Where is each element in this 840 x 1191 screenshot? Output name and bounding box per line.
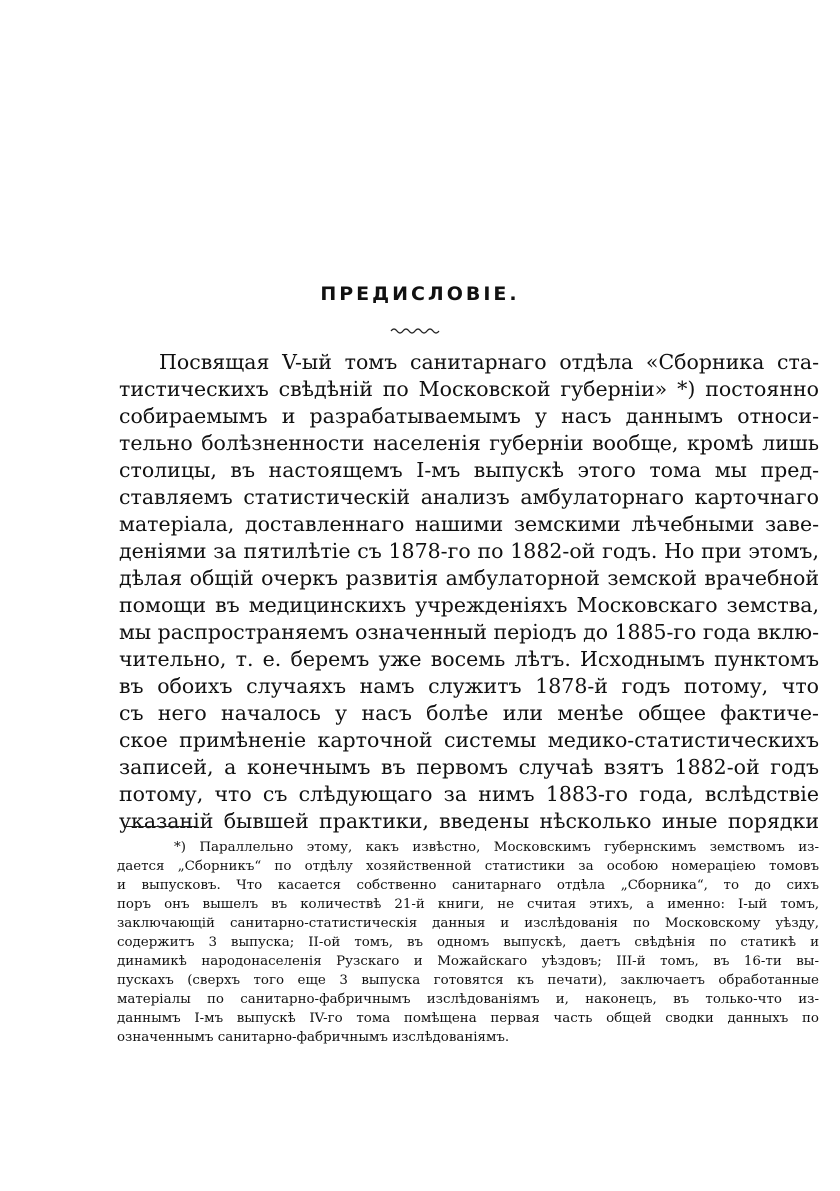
footnote-line: даннымъ I-мъ выпускѣ IV-го тома помѣщена первая часть общей сводки данныхъ по [117, 1011, 819, 1026]
footnote-line: *) Параллельно этому, какъ извѣстно, Московскимъ губернскимъ земствомъ из- [174, 840, 819, 855]
body-line: матеріала, доставленнаго нашими земскими лѣчебными заве- [119, 512, 819, 536]
body-line: съ него началось у насъ болѣе или менѣе общее фактиче- [119, 701, 819, 725]
footnote-line: матеріалы по санитарно-фабричнымъ изслѣдованіямъ и, наконецъ, въ только-что из- [117, 992, 819, 1007]
footnote-line: пускахъ (сверхъ того еще 3 выпуска готовятся къ печати), заключаетъ обработанные [117, 973, 819, 988]
footnote-line: содержитъ 3 выпуска; II-ой томъ, въ одномъ выпускѣ, даетъ свѣдѣнія по статикѣ и [117, 935, 819, 950]
body-line: ское примѣненіе карточной системы медико-статистическихъ [119, 728, 819, 752]
page-title: ПРЕДИСЛОВІЕ. [320, 283, 520, 305]
title-ornament-icon [390, 326, 440, 336]
footnote-line: дается „Сборникъ“ по отдѣлу хозяйственной статистики за особою номераціею томовъ [117, 859, 819, 874]
footnote-line: поръ онъ вышелъ въ количествѣ 21-й книги, не считая этихъ, а именно: I-ый томъ, [117, 897, 819, 912]
footnote-line: заключающій санитарно-статистическія данныя и изслѣдованія по Московскому уѣзду, [117, 916, 819, 931]
body-line: собираемымъ и разрабатываемымъ у насъ даннымъ относи- [119, 404, 819, 428]
body-line: помощи въ медицинскихъ учрежденіяхъ Московскаго земства, [119, 593, 819, 617]
body-line: чительно, т. е. беремъ уже восемь лѣтъ. Исходнымъ пунктомъ [119, 647, 819, 671]
body-line: Посвящая V-ый томъ санитарнаго отдѣла «Сборника ста- [159, 350, 819, 374]
body-line: столицы, въ настоящемъ I-мъ выпускѣ этого тома мы пред- [119, 458, 819, 482]
footnote-line: означеннымъ санитарно-фабричнымъ изслѣдованіямъ. [117, 1030, 510, 1045]
footnote-divider [124, 826, 196, 827]
footnote-line: и выпусковъ. Что касается собственно санитарнаго отдѣла „Сборника“, то до сихъ [117, 878, 819, 893]
body-line: дѣлая общій очеркъ развитія амбулаторной земской врачебной [119, 566, 819, 590]
body-line: деніями за пятилѣтіе съ 1878-го по 1882-ой годъ. Но при этомъ, [119, 539, 819, 563]
body-line: записей, а конечнымъ въ первомъ случаѣ взятъ 1882-ой годъ [119, 755, 819, 779]
body-line: тистическихъ свѣдѣній по Московской губерніи» *) постоянно [119, 377, 819, 401]
body-line: указаній бывшей практики, введены нѣсколько иные порядки [119, 809, 819, 833]
footnote-line: динамикѣ народонаселенія Рузскаго и Можайскаго уѣздовъ; III-й томъ, въ 16-ти вы- [117, 954, 819, 969]
body-line: въ обоихъ случаяхъ намъ служитъ 1878-й годъ потому, что [119, 674, 819, 698]
body-line: тельно болѣзненности населенія губерніи вообще, кромѣ лишь [119, 431, 819, 455]
body-line: мы распространяемъ означенный періодъ до 1885-го года вклю- [119, 620, 819, 644]
body-line: ставляемъ статистическій анализъ амбулаторнаго карточнаго [119, 485, 819, 509]
body-line: потому, что съ слѣдующаго за нимъ 1883-го года, вслѣдствіе [119, 782, 819, 806]
